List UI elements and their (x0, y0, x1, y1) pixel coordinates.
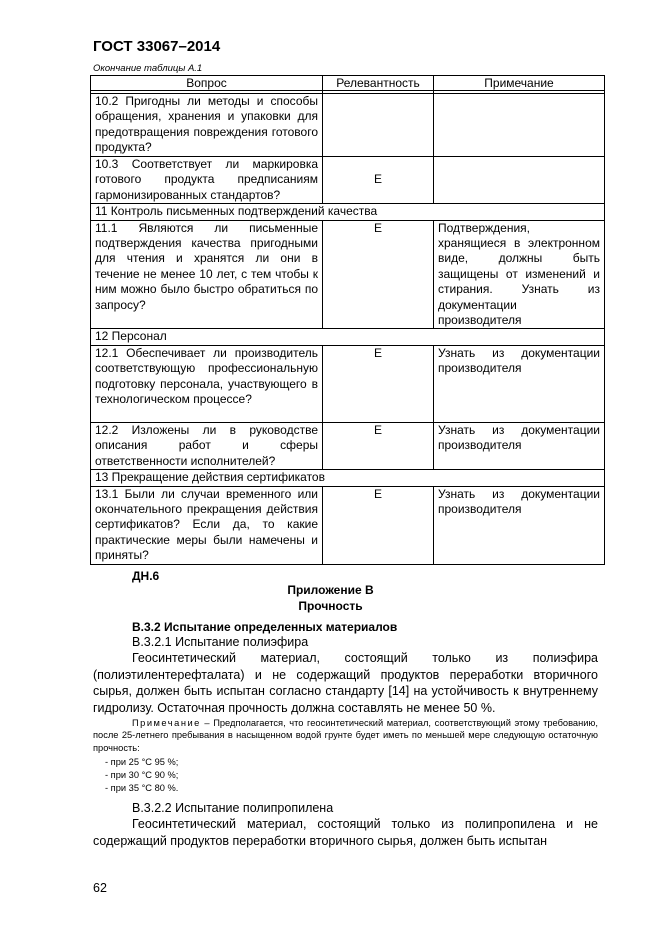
column-header-question: Вопрос (91, 76, 323, 91)
paragraph: Геосинтетический материал, состоящий только из полипропилена и не содержащий продуктов переработки вторичного сырья, должен быть испытан (93, 817, 598, 848)
question-cell: 12.1 Обеспечивает ли производитель соответствующую профессиональную подготовку персонала, участвующего в технологическом процессе? (91, 345, 323, 422)
relevance-cell: E (323, 345, 434, 422)
subsection-title: В.3.2.2 Испытание полипропилена (132, 801, 334, 815)
subsection-title: В.3.2.1 Испытание полиэфира (132, 635, 309, 649)
note-list-item: - при 30 °С 90 %; (105, 770, 179, 780)
table-row (91, 422, 605, 469)
paragraph: Геосинтетический материал, состоящий только из полиэфира (полиэтилентерефталата) и не содержащий продуктов переработки вторичного сырья, должен быть испытан согласно стандарту [14] на устойчивость к внутреннему гидролизу. Остаточная прочность должна составлять не менее 50 %. (93, 651, 598, 716)
note-cell: Узнать из документации производителя (434, 486, 605, 564)
section-title-cell: 12 Персонал (91, 329, 605, 345)
standard-header: ГОСТ 33067–2014 (93, 38, 221, 55)
appendix-title: Приложение В (287, 583, 374, 597)
table-section-row (91, 329, 605, 345)
column-header-relevance: Релевантность (323, 76, 434, 91)
question-cell: 11.1 Являются ли письменные подтверждения качества пригодными для чтения и хранятся ли они в течение не менее 10 лет, с тем чтобы к ним можно было быстро обратиться по запросу? (91, 220, 323, 329)
note-list-item: - при 25 °С 95 %; (105, 757, 179, 767)
question-cell: 12.2 Изложены ли в руководстве описания работ и сферы ответственности исполнителей? (91, 422, 323, 469)
note-label: Примечание (132, 718, 201, 728)
dn-label: ДН.6 (132, 569, 160, 583)
table-row (91, 345, 605, 422)
note-cell (434, 94, 605, 157)
relevance-cell: E (323, 220, 434, 329)
table-row (91, 220, 605, 329)
note-cell: Узнать из документации производителя (434, 422, 605, 469)
relevance-cell: E (323, 157, 434, 204)
table-row (91, 486, 605, 564)
section-title-cell: 11 Контроль письменных подтверждений качества (91, 204, 605, 220)
page-number: 62 (93, 881, 107, 895)
note-text: – Предполагается, что геосинтетический материал, соответствующий этому требованию, после 25-летнего пребывания в насыщенном водой грунте будет иметь по меньшей мере следующую остаточную прочность: (93, 718, 598, 753)
table-row (91, 157, 605, 204)
question-cell: 10.2 Пригодны ли методы и способы обращения, хранения и упаковки для предотвращения повреждения готового продукта? (91, 94, 323, 157)
appendix-subtitle: Прочность (298, 599, 363, 613)
note-cell: Узнать из документации производителя (434, 345, 605, 422)
section-title-cell: 13 Прекращение действия сертификатов (91, 470, 605, 486)
table-header-row (91, 76, 605, 91)
note-paragraph (93, 717, 598, 754)
table-section-row (91, 204, 605, 220)
note-cell: Подтверждения, хранящиеся в электронном виде, должны быть защищены от изменений и стирания. Узнать из документации производителя (434, 220, 605, 329)
relevance-cell (323, 94, 434, 157)
question-cell: 13.1 Были ли случаи временного или окончательного прекращения действия сертификатов? Если да, то какие практические меры были намечены и приняты? (91, 486, 323, 564)
section-heading: В.3.2 Испытание определенных материалов (132, 620, 398, 634)
table-section-row (91, 470, 605, 486)
relevance-cell: E (323, 422, 434, 469)
table-row (91, 94, 605, 157)
column-header-note: Примечание (434, 76, 605, 91)
relevance-cell: E (323, 486, 434, 564)
checklist-table (90, 75, 605, 565)
table-caption: Окончание таблицы А.1 (93, 63, 203, 74)
note-list-item: - при 35 °С 80 %. (105, 783, 179, 793)
question-cell: 10.3 Соответствует ли маркировка готового продукта предписаниям гармонизированных стандартов? (91, 157, 323, 204)
note-cell (434, 157, 605, 204)
